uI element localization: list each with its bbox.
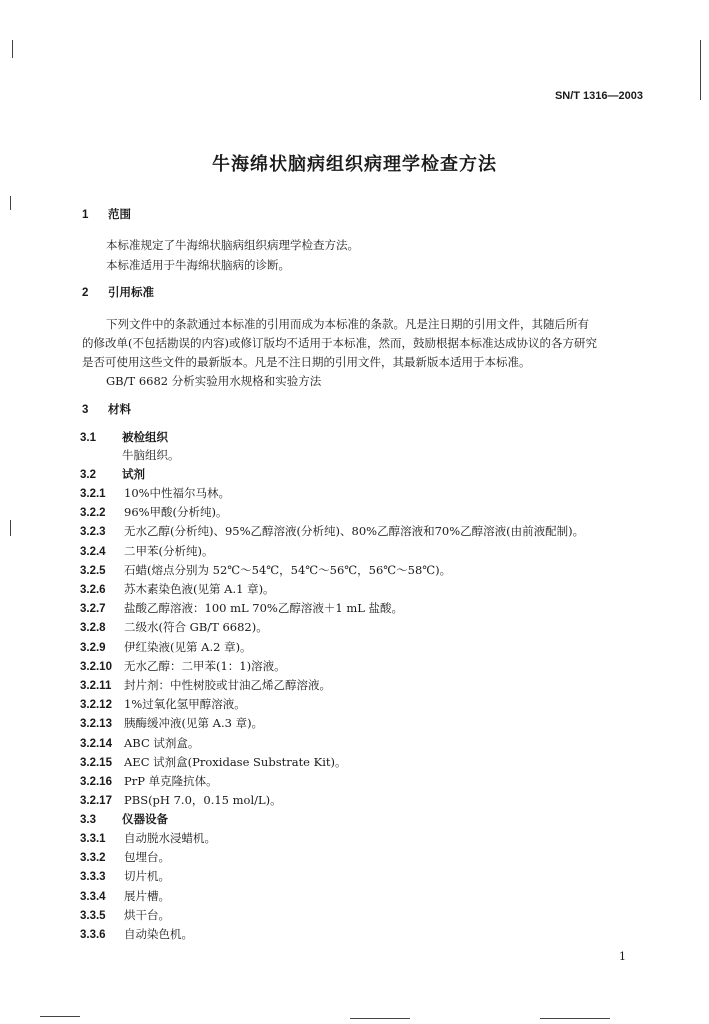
paragraph: 牛脑组织。 xyxy=(122,448,180,462)
paragraph: 是否可使用这些文件的最新版本。凡是不注日期的引用文件，其最新版本适用于本标准。 xyxy=(82,355,531,369)
item-number: 3.2.16 xyxy=(80,776,112,788)
item-number: 3.2.2 xyxy=(80,507,106,520)
subsection-heading: 3.3 仪器设备 xyxy=(80,812,168,826)
list-item xyxy=(80,736,199,751)
list-item xyxy=(80,620,268,635)
item-number: 3.2.10 xyxy=(80,660,112,673)
item-number: 3.2.15 xyxy=(80,756,112,769)
item-number: 3.3.4 xyxy=(80,890,106,903)
item-number: 3.2.17 xyxy=(80,795,112,808)
item-text: 盐酸乙醇溶液：100 mL 70%乙醇溶液＋1 mL 盐酸。 xyxy=(124,601,404,616)
item-text: 二级水(符合 GB/T 6682)。 xyxy=(124,620,268,635)
list-item xyxy=(80,544,213,559)
subsection-heading: 3.2 试剂 xyxy=(80,467,145,481)
scan-edge-mark xyxy=(10,520,11,536)
scan-edge-mark xyxy=(700,40,701,100)
item-text: AEC 试剂盒(Proxidase Substrate Kit)。 xyxy=(124,754,347,769)
page-number: 1 xyxy=(619,950,626,963)
item-text: 展片槽。 xyxy=(124,888,170,903)
list-item xyxy=(80,869,170,884)
item-text: 10%中性福尔马林。 xyxy=(124,486,231,500)
reference-entry: GB/T 6682 分析实验用水规格和实验方法 xyxy=(106,374,322,388)
list-item xyxy=(80,563,451,578)
item-number: 3.2.4 xyxy=(80,545,106,558)
item-text: 包埋台。 xyxy=(124,850,170,865)
item-text: 二甲苯(分析纯)。 xyxy=(124,543,214,558)
paragraph: 的修改单(不包括勘误的内容)或修订版均不适用于本标准，然而，鼓励根据本标准达成协议的各方研究 xyxy=(82,336,597,350)
paragraph: 本标准规定了牛海绵状脑病组织病理学检查方法。 xyxy=(106,238,359,252)
list-item xyxy=(80,678,331,693)
scan-edge-mark xyxy=(540,1018,610,1019)
item-text: 伊红染液(见第 A.2 章)。 xyxy=(124,639,252,654)
item-number: 3.3.6 xyxy=(80,929,106,941)
list-item xyxy=(80,927,193,942)
item-text: 无水乙醇：二甲苯(1：1)溶液。 xyxy=(124,658,286,673)
list-item xyxy=(80,601,403,616)
list-item xyxy=(80,505,228,520)
item-text: 切片机。 xyxy=(124,869,170,884)
scan-edge-mark xyxy=(350,1018,410,1019)
item-number: 3.2.8 xyxy=(80,622,106,635)
item-number: 3.3.5 xyxy=(80,909,106,922)
item-number: 3.2.14 xyxy=(80,737,112,750)
item-number: 3.3.1 xyxy=(80,833,106,845)
item-text: 封片剂：中性树胶或甘油乙烯乙醇溶液。 xyxy=(124,678,331,692)
document-title: 牛海绵状脑病组织病理学检查方法 xyxy=(212,154,497,175)
list-item xyxy=(80,582,275,597)
standard-code: SN/T 1316—2003 xyxy=(554,90,643,102)
item-text: 石蜡(熔点分别为 52℃～54℃，54℃～56℃，56℃～58℃)。 xyxy=(124,562,452,577)
item-text: 烘干台。 xyxy=(124,907,170,922)
item-text: 自动脱水浸蜡机。 xyxy=(124,831,216,845)
item-number: 3.2.6 xyxy=(80,584,106,596)
item-text: 自动染色机。 xyxy=(124,927,193,941)
item-number: 3.2.13 xyxy=(80,718,112,731)
scan-edge-mark xyxy=(12,40,13,58)
list-item xyxy=(80,889,170,904)
item-number: 3.2.1 xyxy=(80,488,106,500)
list-item xyxy=(80,793,282,808)
item-number: 3.2.7 xyxy=(80,603,106,616)
list-item xyxy=(80,716,263,731)
paragraph: 本标准适用于牛海绵状脑病的诊断。 xyxy=(106,258,290,272)
item-number: 3.3.2 xyxy=(80,852,106,865)
item-number: 3.2.3 xyxy=(80,526,106,539)
list-item xyxy=(80,697,246,712)
paragraph: 下列文件中的条款通过本标准的引用而成为本标准的条款。凡是注日期的引用文件，其随后所有 xyxy=(106,317,589,331)
list-item xyxy=(80,659,286,674)
list-item xyxy=(80,486,230,501)
scan-edge-mark xyxy=(40,1016,80,1017)
item-number: 3.3.3 xyxy=(80,871,106,884)
item-text: 胰酶缓冲液(见第 A.3 章)。 xyxy=(124,716,264,731)
item-text: PBS(pH 7.0，0.15 mol/L)。 xyxy=(124,793,282,808)
list-item xyxy=(80,908,170,923)
item-text: 苏木素染色液(见第 A.1 章)。 xyxy=(124,582,275,596)
list-item xyxy=(80,755,347,770)
subsection-heading: 3.1 被检组织 xyxy=(80,430,168,444)
list-item xyxy=(80,774,218,789)
item-number: 3.2.9 xyxy=(80,641,106,654)
item-text: 96%甲酸(分析纯)。 xyxy=(124,505,228,520)
item-number: 3.2.12 xyxy=(80,699,112,712)
item-text: 1%过氧化氢甲醇溶液。 xyxy=(124,697,246,712)
item-text: ABC 试剂盒。 xyxy=(124,735,200,750)
list-item xyxy=(80,831,216,846)
scan-edge-mark xyxy=(10,196,11,210)
section-heading: 2 引用标准 xyxy=(82,285,154,299)
list-item xyxy=(80,524,584,539)
section-heading: 3 材料 xyxy=(82,402,131,416)
item-text: PrP 单克隆抗体。 xyxy=(124,774,218,788)
section-heading: 1 范围 xyxy=(82,207,131,221)
item-text: 无水乙醇(分析纯)、95%乙醇溶液(分析纯)、80%乙醇溶液和70%乙醇溶液(由前液配制)。 xyxy=(124,524,585,539)
list-item xyxy=(80,640,252,655)
item-number: 3.2.11 xyxy=(80,680,112,692)
item-number: 3.2.5 xyxy=(80,564,106,577)
list-item xyxy=(80,850,170,865)
